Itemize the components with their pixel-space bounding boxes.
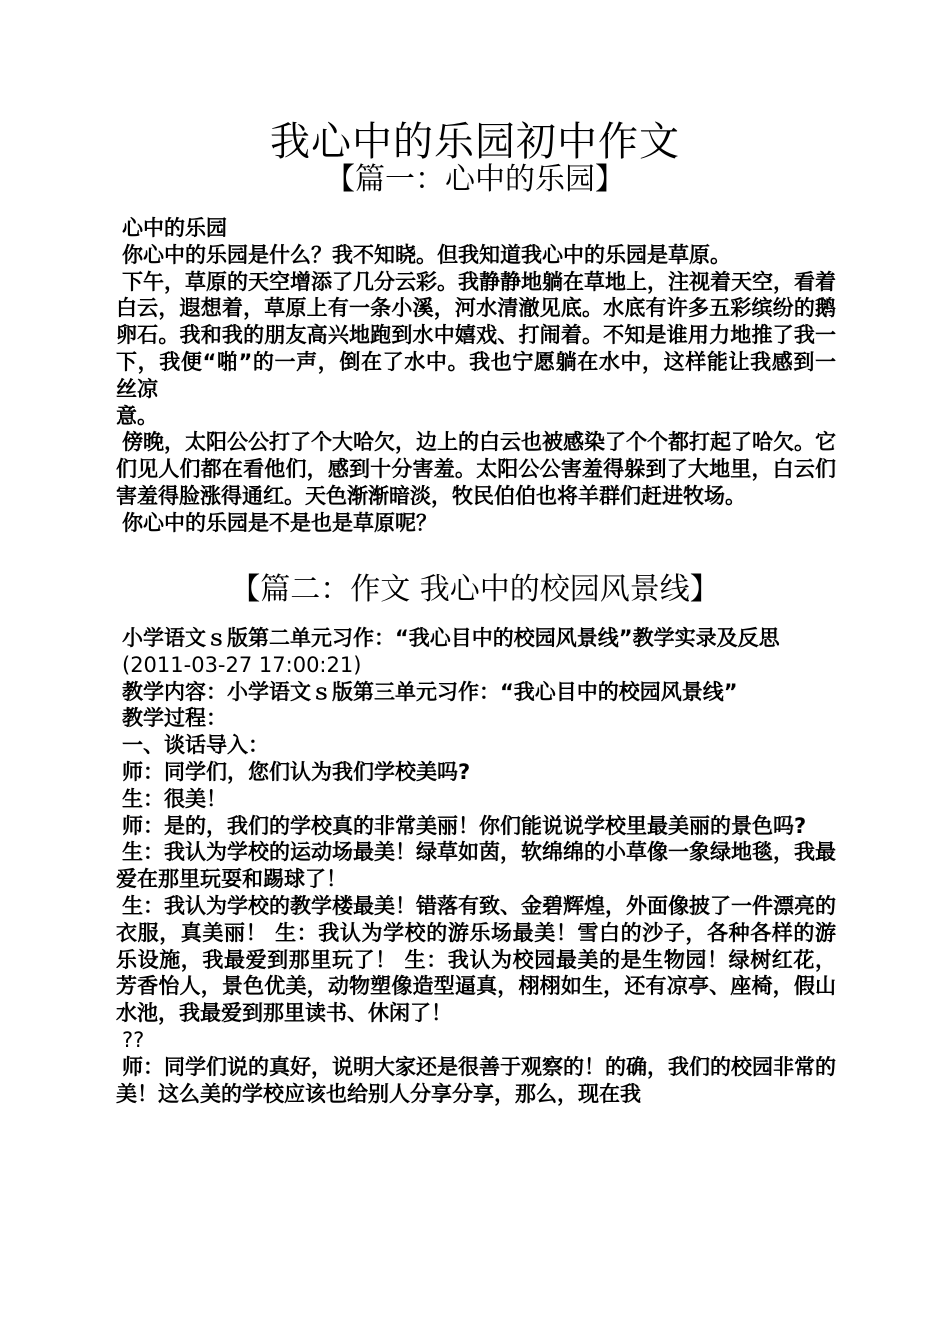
paragraph: 你心中的乐园是什么？我不知晓。但我知道我心中的乐园是草原。 (122, 242, 731, 267)
section-2-body (116, 625, 836, 1107)
paragraph: 小学语文ｓ版第二单元习作：“我心目中的校园风景线”教学实录及反思 (122, 626, 780, 650)
paragraph: 生：我认为学校的教学楼最美！错落有致、金碧辉煌，外面像披了一件漂亮的衣服，真美丽！ 生：我认为学校的游乐场最美！雪白的沙子，各种各样的游乐设施，我最爱到那里玩了！ 生：我认为校园最美的是生物园！绿树红花，芳香怡人，景色优美，动物塑像造型逼真，栩栩如生，还有凉亭、座椅，假山水池，我最爱到那里读书、休闲了！ (116, 893, 836, 1026)
paragraph: 心中的乐园 (122, 216, 227, 240)
paragraph: 下午，草原的天空增添了几分云彩。我静静地躺在草地上，注视着天空，看着白云，遐想着，草原上有一条小溪，河水清澈见底。水底有许多五彩缤纷的鹅卵石。我和我的朋友高兴地跑到水中嬉戏、打闹着。不知是谁用力地推了我一下，我便“啪”的一声，倒在了水中。我也宁愿躺在水中，这样能让我感到一丝凉 (116, 269, 836, 401)
section-2-heading: 【篇二：作文 我心中的校园风景线】 (230, 572, 720, 607)
paragraph-date: (2011-03-27 17:00:21) (122, 652, 362, 677)
paragraph: 生：我认为学校的运动场最美！绿草如茵，软绵绵的小草像一象绿地毯，我最爱在那里玩耍和踢球了！ (116, 840, 836, 892)
paragraph: 教学内容：小学语文ｓ版第三单元习作：“我心目中的校园风景线” (122, 679, 738, 704)
paragraph: 一、谈话导入： (122, 733, 269, 758)
paragraph: 师：同学们，您们认为我们学校美吗? (122, 759, 471, 784)
section-1-body (116, 215, 836, 537)
section-1-heading: 【篇一：心中的乐园】 (325, 162, 625, 197)
paragraph: 教学过程： (122, 706, 227, 731)
paragraph: 意。 (116, 403, 158, 428)
paragraph: ?? (122, 1027, 145, 1052)
paragraph: 你心中的乐园是不是也是草原呢？ (122, 510, 437, 535)
document-title: 我心中的乐园初中作文 (270, 119, 680, 165)
paragraph: 傍晚，太阳公公打了个大哈欠，边上的白云也被感染了个个都打起了哈欠。它们见人们都在看他们，感到十分害羞。太阳公公害羞得躲到了大地里，白云们害羞得脸涨得通红。天色渐渐暗淡，牧民伯伯也将羊群们赶进牧场。 (116, 430, 836, 508)
paragraph: 生：很美！ (122, 786, 227, 811)
paragraph: 师：同学们说的真好，说明大家还是很善于观察的！的确，我们的校园非常的美！这么美的学校应该也给别人分享分享，那么，现在我 (116, 1054, 836, 1106)
paragraph: 师：是的，我们的学校真的非常美丽！你们能说说学校里最美丽的景色吗? (122, 813, 807, 838)
